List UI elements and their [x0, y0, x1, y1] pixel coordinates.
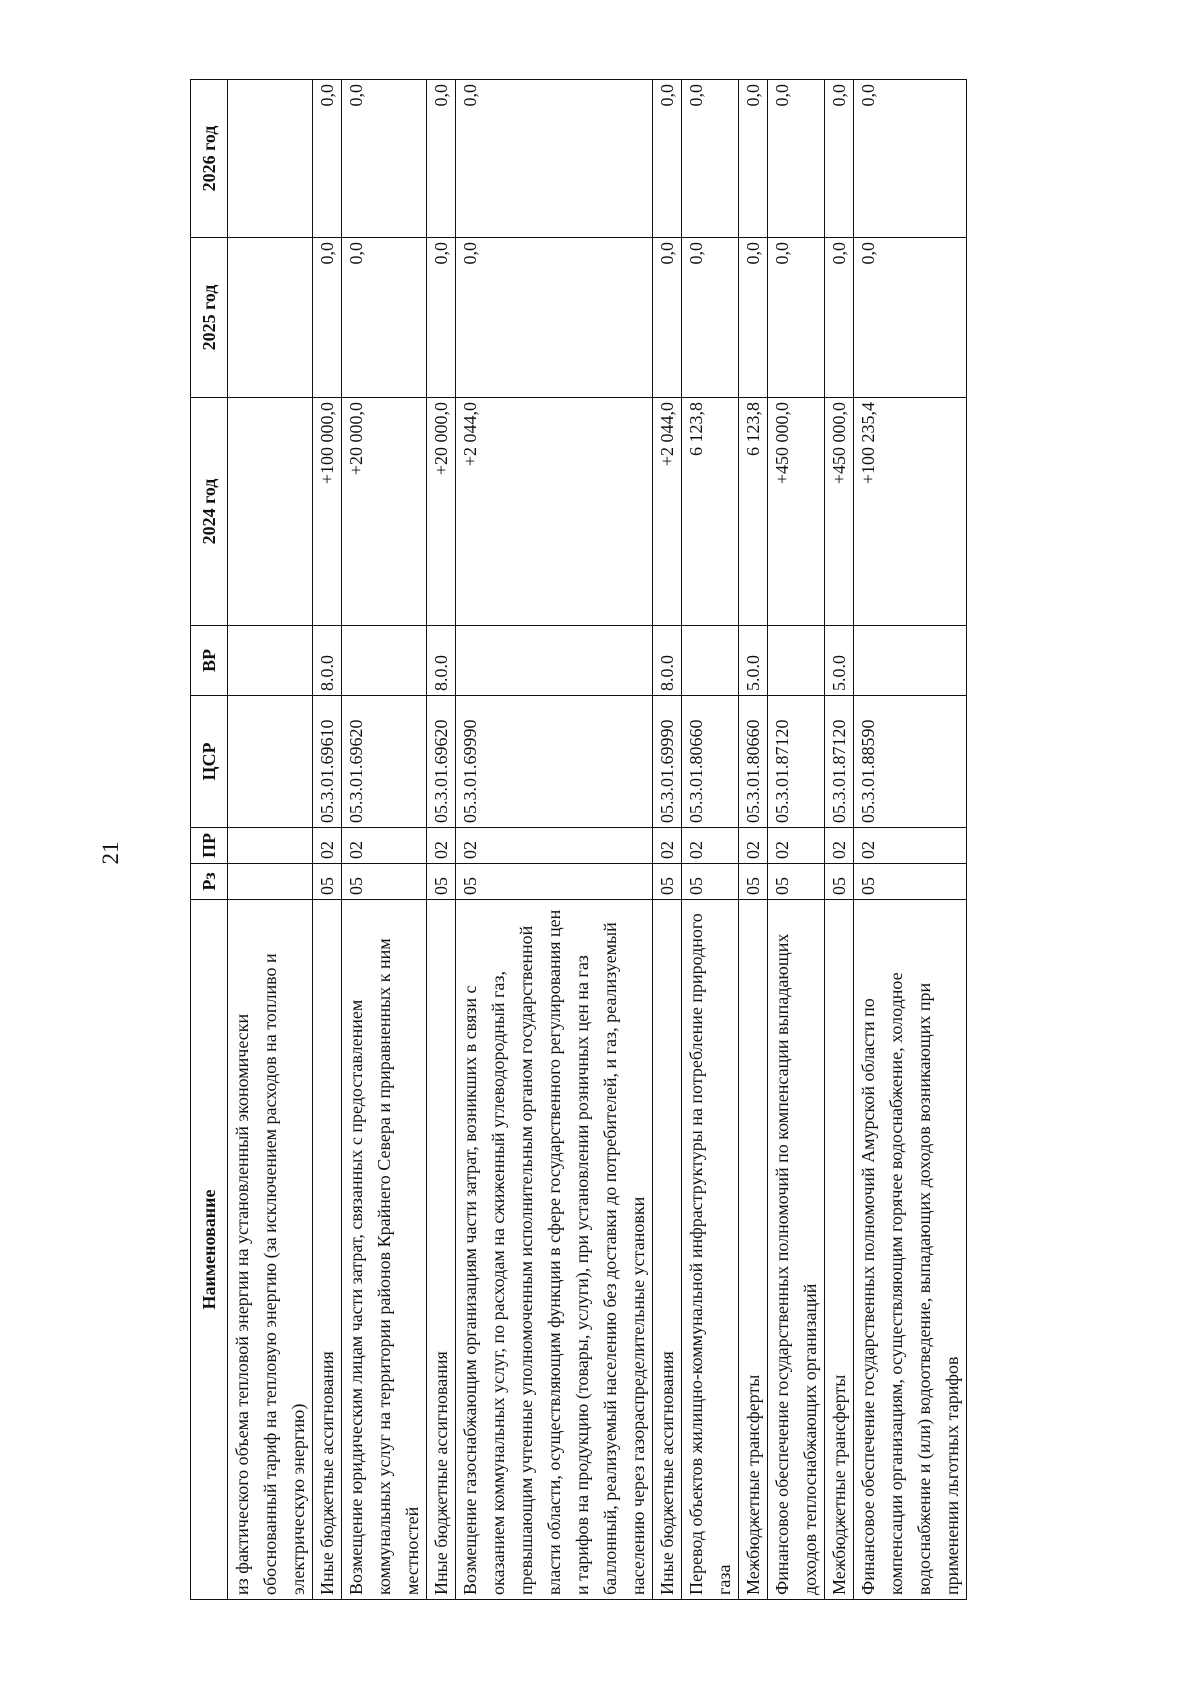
cell-2024: +2 044,0: [653, 398, 682, 626]
page-number: 21: [98, 841, 123, 865]
cell-pr: 02: [854, 828, 967, 864]
cell-2025: 0,0: [313, 238, 342, 398]
cell-pr: 02: [825, 828, 854, 864]
cell-vr: [456, 626, 653, 696]
cell-vr: [342, 626, 427, 696]
cell-2024: [228, 398, 313, 626]
cell-2024: +100 235,4: [854, 398, 967, 626]
header-rz: Рз: [191, 864, 228, 900]
header-2026: 2026 год: [191, 80, 228, 238]
table-row: [768, 80, 825, 1600]
table-row: [228, 80, 313, 1600]
cell-rz: [228, 864, 313, 900]
cell-pr: 02: [313, 828, 342, 864]
cell-2025: 0,0: [427, 238, 456, 398]
cell-2025: [228, 238, 313, 398]
cell-name: Иные бюджетные ассигнования: [427, 900, 456, 1600]
cell-csr: 05.3.01.69990: [456, 696, 653, 828]
cell-name: Межбюджетные трансферты: [825, 900, 854, 1600]
table-row: [854, 80, 967, 1600]
cell-csr: 05.3.01.87120: [768, 696, 825, 828]
cell-2025: 0,0: [342, 238, 427, 398]
cell-rz: 05: [342, 864, 427, 900]
cell-rz: 05: [825, 864, 854, 900]
cell-vr: 8.0.0: [653, 626, 682, 696]
cell-pr: 02: [653, 828, 682, 864]
table-row: [682, 80, 739, 1600]
table-row: [456, 80, 653, 1600]
cell-vr: 5.0.0: [739, 626, 768, 696]
cell-2026: 0,0: [768, 80, 825, 238]
cell-csr: 05.3.01.88590: [854, 696, 967, 828]
table-header-row: [191, 80, 228, 1600]
cell-2026: 0,0: [854, 80, 967, 238]
table-row: [825, 80, 854, 1600]
cell-2026: [228, 80, 313, 238]
cell-2025: 0,0: [854, 238, 967, 398]
header-name: Наименование: [191, 900, 228, 1600]
cell-rz: 05: [313, 864, 342, 900]
table-row: [427, 80, 456, 1600]
rotated-table-container: [190, 80, 984, 1600]
cell-pr: 02: [768, 828, 825, 864]
cell-vr: [768, 626, 825, 696]
cell-vr: 8.0.0: [427, 626, 456, 696]
cell-vr: [682, 626, 739, 696]
cell-rz: 05: [768, 864, 825, 900]
cell-2025: 0,0: [768, 238, 825, 398]
cell-name: Возмещение газоснабжающим организациям части затрат, возникших в связи с оказанием коммунальных услуг, по расходам на сжиженный углеводородный газ, превышающим учтенные уполномоченным исполнительным органом государственной власти области, осуществляющим функции в сфере государственного регулирования цен и тарифов на продукцию (товары, услуги), при установлении розничных цен на газ баллонный, реализуемый населению без доставки до потребителей, и газ, реализуемый населению через газораспределительные установки: [456, 900, 653, 1600]
cell-pr: 02: [739, 828, 768, 864]
cell-2026: 0,0: [456, 80, 653, 238]
cell-pr: [228, 828, 313, 864]
cell-vr: 5.0.0: [825, 626, 854, 696]
cell-2025: 0,0: [456, 238, 653, 398]
header-vr: ВР: [191, 626, 228, 696]
cell-2024: +450 000,0: [825, 398, 854, 626]
header-pr: ПР: [191, 828, 228, 864]
cell-csr: 05.3.01.69620: [342, 696, 427, 828]
cell-2024: +100 000,0: [313, 398, 342, 626]
cell-2026: 0,0: [739, 80, 768, 238]
cell-csr: 05.3.01.69620: [427, 696, 456, 828]
cell-name: Возмещение юридическим лицам части затрат, связанных с предоставлением коммунальных услуг на территории районов Крайнего Севера и приравненных к ним местностей: [342, 900, 427, 1600]
cell-csr: 05.3.01.69610: [313, 696, 342, 828]
cell-rz: 05: [682, 864, 739, 900]
cell-csr: 05.3.01.80660: [739, 696, 768, 828]
cell-vr: [228, 626, 313, 696]
cell-name: Перевод объектов жилищно-коммунальной инфраструктуры на потребление природного газа: [682, 900, 739, 1600]
cell-csr: 05.3.01.80660: [682, 696, 739, 828]
cell-rz: 05: [739, 864, 768, 900]
cell-2026: 0,0: [427, 80, 456, 238]
cell-rz: 05: [653, 864, 682, 900]
header-2025: 2025 год: [191, 238, 228, 398]
cell-2024: +20 000,0: [342, 398, 427, 626]
cell-rz: 05: [854, 864, 967, 900]
cell-pr: 02: [456, 828, 653, 864]
cell-name: Межбюджетные трансферты: [739, 900, 768, 1600]
cell-2024: +20 000,0: [427, 398, 456, 626]
cell-pr: 02: [427, 828, 456, 864]
cell-2026: 0,0: [682, 80, 739, 238]
cell-name: Финансовое обеспечение государственных полномочий по компенсации выпадающих доходов теплоснабжающих организаций: [768, 900, 825, 1600]
table-row: [739, 80, 768, 1600]
cell-2025: 0,0: [682, 238, 739, 398]
cell-vr: [854, 626, 967, 696]
cell-2024: 6 123,8: [682, 398, 739, 626]
cell-name: из фактического объема тепловой энергии на установленный экономически обоснованный тариф на тепловую энергию (за исключением расходов на топливо и электрическую энергию): [228, 900, 313, 1600]
cell-2024: +450 000,0: [768, 398, 825, 626]
cell-2026: 0,0: [825, 80, 854, 238]
cell-2024: +2 044,0: [456, 398, 653, 626]
cell-rz: 05: [456, 864, 653, 900]
table-row: [653, 80, 682, 1600]
cell-2024: 6 123,8: [739, 398, 768, 626]
cell-csr: 05.3.01.87120: [825, 696, 854, 828]
cell-2025: 0,0: [825, 238, 854, 398]
cell-2025: 0,0: [653, 238, 682, 398]
cell-name: Иные бюджетные ассигнования: [653, 900, 682, 1600]
cell-pr: 02: [342, 828, 427, 864]
table-row: [342, 80, 427, 1600]
cell-pr: 02: [682, 828, 739, 864]
cell-name: Финансовое обеспечение государственных полномочий Амурской области по компенсации организациям, осуществляющим горячее водоснабжение, холодное водоснабжение и (или) водоотведение, выпадающих доходов возникающих при применении льготных тарифов: [854, 900, 967, 1600]
cell-rz: 05: [427, 864, 456, 900]
table-row: [313, 80, 342, 1600]
cell-2026: 0,0: [653, 80, 682, 238]
cell-csr: 05.3.01.69990: [653, 696, 682, 828]
header-2024: 2024 год: [191, 398, 228, 626]
cell-2025: 0,0: [739, 238, 768, 398]
cell-2026: 0,0: [342, 80, 427, 238]
budget-table: [190, 79, 967, 1600]
header-csr: ЦСР: [191, 696, 228, 828]
cell-2026: 0,0: [313, 80, 342, 238]
cell-name: Иные бюджетные ассигнования: [313, 900, 342, 1600]
cell-vr: 8.0.0: [313, 626, 342, 696]
cell-csr: [228, 696, 313, 828]
